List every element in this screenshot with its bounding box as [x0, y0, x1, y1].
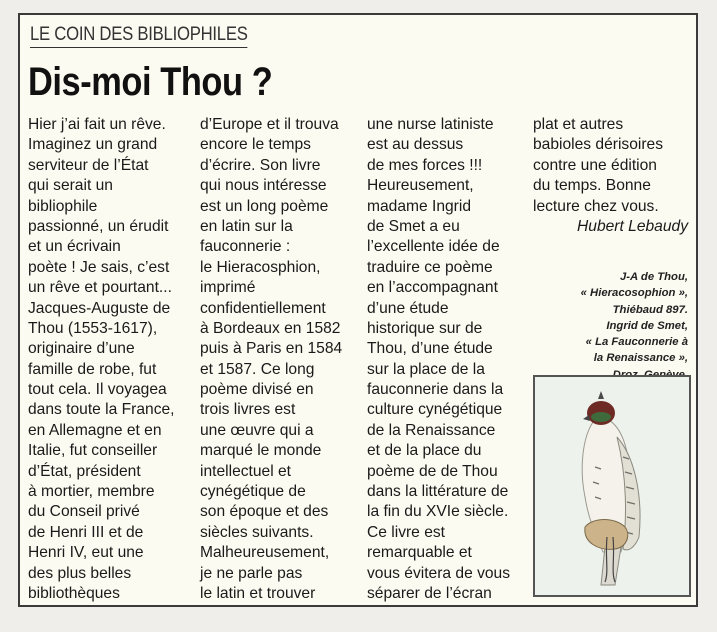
text-line: tout cela. Il voyagea	[28, 381, 167, 399]
text-line: imprimé	[200, 279, 256, 297]
text-line: et de la place du	[367, 442, 482, 460]
text-line: son époque et des	[200, 503, 329, 521]
text-line: à mortier, membre	[28, 483, 155, 501]
text-line: contre une édition	[533, 156, 657, 174]
text-line: à Bordeaux en 1582	[200, 319, 341, 337]
article-box	[18, 13, 698, 607]
text-line: culture cynégétique	[367, 401, 503, 419]
text-line: « La Fauconnerie à	[585, 336, 688, 349]
text-line: lecture chez vous.	[533, 197, 659, 215]
text-line: traduire ce poème	[367, 258, 493, 276]
text-line: fauconnerie dans la	[367, 381, 504, 399]
text-line: Ce livre est	[367, 523, 445, 541]
text-line: la fin du XVIe siècle.	[367, 503, 509, 521]
text-line: du temps. Bonne	[533, 177, 651, 195]
text-line: Thou (1553-1617),	[28, 319, 158, 337]
text-line: marqué le monde	[200, 442, 322, 460]
book-credits	[581, 269, 688, 383]
text-line: Imaginez un grand	[28, 136, 158, 154]
text-line: un rêve et pourtant...	[28, 279, 172, 297]
text-line: madame Ingrid	[367, 197, 472, 215]
text-line: dans toute la France,	[28, 401, 175, 419]
text-line: et 1587. Ce long	[200, 360, 315, 378]
text-line: Heureusement,	[367, 177, 474, 195]
text-line: poème de de Thou	[367, 462, 498, 480]
text-line: Ingrid de Smet,	[606, 319, 688, 332]
text-line: trois livres est	[200, 401, 296, 419]
text-line: remarquable et	[367, 544, 472, 562]
text-line: de mes forces !!!	[367, 156, 483, 174]
text-line: Hier j’ai fait un rêve.	[28, 116, 166, 133]
text-line: babioles dérisoires	[533, 136, 664, 154]
text-line: historique sur de	[367, 319, 483, 337]
text-line: des plus belles	[28, 564, 132, 582]
text-line: bibliophile	[28, 197, 98, 215]
falcon-drawing	[535, 377, 689, 595]
text-line: est au dessus	[367, 136, 464, 154]
text-column-3	[367, 115, 510, 604]
falcon-illustration	[533, 375, 691, 597]
text-line: siècles suivants.	[200, 523, 314, 541]
text-line: en l’accompagnant	[367, 279, 498, 297]
text-line: sur la place de la	[367, 360, 485, 378]
text-line: qui nous intéresse	[200, 177, 327, 195]
text-line: d’Europe et il trouva	[200, 116, 339, 133]
text-line: fauconnerie :	[200, 238, 291, 256]
text-line: l’excellente idée de	[367, 238, 500, 256]
text-line: originaire d’une	[28, 340, 135, 358]
text-line: une nurse latiniste	[367, 116, 494, 133]
text-line: le Hieracosphion,	[200, 258, 321, 276]
text-line: famille de robe, fut	[28, 360, 157, 378]
text-line: d’État, président	[28, 462, 141, 480]
text-line: confidentiellement	[200, 299, 326, 317]
text-line: bibliothèques	[28, 584, 120, 602]
text-line: de Smet a eu	[367, 217, 460, 235]
text-line: Henri IV, eut une	[28, 544, 144, 562]
text-line: séparer de l’écran	[367, 584, 492, 602]
text-line: en Allemagne et en	[28, 421, 162, 439]
author-signature: Hubert Lebaudy	[577, 217, 688, 235]
text-line: je ne parle pas	[200, 564, 303, 582]
text-line: intellectuel et	[200, 462, 292, 480]
text-line: qui serait un	[28, 177, 113, 195]
text-line: poète ! Je sais, c’est	[28, 258, 170, 276]
text-line: de Henri III et de	[28, 523, 144, 541]
text-line: le latin et trouver	[200, 584, 316, 602]
text-line: encore le temps	[200, 136, 311, 154]
text-line: la Renaissance »,	[593, 352, 688, 365]
text-line: et un écrivain	[28, 238, 121, 256]
text-line: Thou, d’une étude	[367, 340, 493, 358]
text-line: de la Renaissance	[367, 421, 496, 439]
text-line: vous évitera de vous	[367, 564, 511, 582]
text-line: poème divisé en	[200, 381, 314, 399]
text-line: Italie, fut conseiller	[28, 442, 158, 460]
text-line: plat et autres	[533, 116, 624, 133]
text-line: d’écrire. Son livre	[200, 156, 321, 174]
text-line: en latin sur la	[200, 217, 293, 235]
text-line: une œuvre qui a	[200, 421, 314, 439]
text-column-1	[28, 115, 175, 604]
text-column-4	[533, 115, 688, 237]
text-line: Jacques-Auguste de	[28, 299, 171, 317]
text-line: d’une étude	[367, 299, 449, 317]
article-title: Dis-moi Thou ?	[28, 60, 273, 104]
column-4-lines	[533, 115, 688, 217]
text-line: puis à Paris en 1584	[200, 340, 343, 358]
text-line: « Hieracosophion »,	[580, 287, 688, 300]
section-kicker: LE COIN DES BIBLIOPHILES	[30, 23, 248, 48]
text-line: Thiébaud 897.	[612, 303, 688, 316]
text-line: est un long poème	[200, 197, 329, 215]
text-line: J-A de Thou,	[620, 271, 688, 283]
text-line: serviteur de l’État	[28, 156, 149, 174]
text-line: passionné, un érudit	[28, 217, 169, 235]
text-line: dans la littérature de	[367, 483, 509, 501]
text-line: Malheureusement,	[200, 544, 330, 562]
text-column-2	[200, 115, 342, 604]
text-line: cynégétique de	[200, 483, 306, 501]
text-line: du Conseil privé	[28, 503, 140, 521]
